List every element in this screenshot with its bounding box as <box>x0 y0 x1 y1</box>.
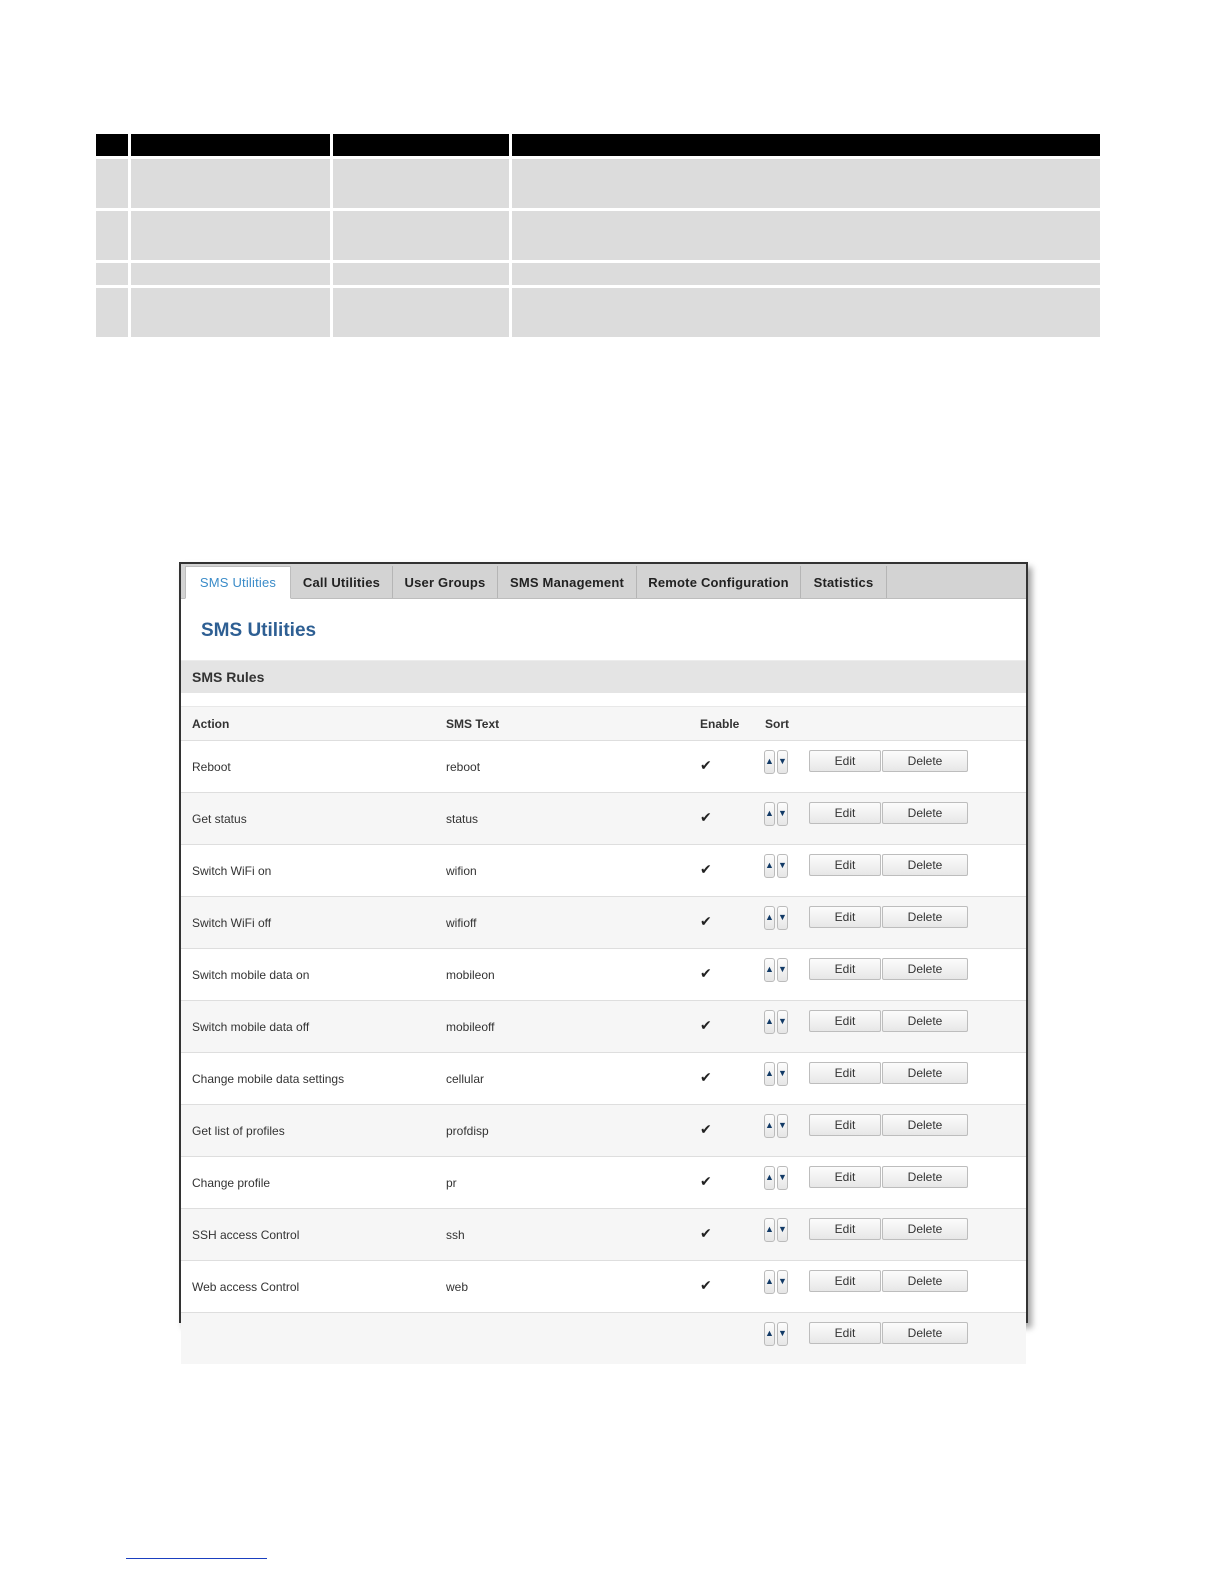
column-header-sort: Sort <box>765 717 789 731</box>
rule-sms-text: wifioff <box>446 916 477 930</box>
doc-cell <box>131 288 330 337</box>
delete-button[interactable]: Delete <box>882 750 968 772</box>
page-title: SMS Utilities <box>201 620 317 641</box>
rule-sms-text: web <box>446 1280 469 1294</box>
doc-cell <box>512 288 1100 337</box>
check-icon[interactable]: ✔ <box>700 809 712 825</box>
arrow-up-icon[interactable]: ▲ <box>764 1322 775 1346</box>
arrow-up-icon[interactable]: ▲ <box>764 958 775 982</box>
table-row <box>181 1312 1026 1364</box>
doc-cell <box>131 263 330 285</box>
doc-header-cell <box>512 134 1100 156</box>
rule-action: Get status <box>192 812 247 826</box>
rule-action: SSH access Control <box>192 1228 300 1242</box>
arrow-up-icon[interactable]: ▲ <box>764 906 775 930</box>
column-header-sms-text: SMS Text <box>446 717 500 731</box>
document-table-header <box>96 134 1100 156</box>
rule-sms-text: cellular <box>446 1072 485 1086</box>
edit-button[interactable]: Edit <box>809 1322 881 1344</box>
edit-button[interactable]: Edit <box>809 1114 881 1136</box>
arrow-up-icon[interactable]: ▲ <box>764 1114 775 1138</box>
delete-button[interactable]: Delete <box>882 958 968 980</box>
check-icon[interactable]: ✔ <box>700 1017 712 1033</box>
arrow-down-icon[interactable]: ▼ <box>777 958 788 982</box>
edit-button[interactable]: Edit <box>809 1062 881 1084</box>
rule-sms-text: ssh <box>446 1228 465 1242</box>
delete-button[interactable]: Delete <box>882 1166 968 1188</box>
rule-sms-text: wifion <box>446 864 477 878</box>
table-row <box>181 1052 1026 1104</box>
table-row <box>181 1260 1026 1312</box>
rule-sms-text: profdisp <box>446 1124 489 1138</box>
rule-action: Change profile <box>192 1176 271 1190</box>
arrow-down-icon[interactable]: ▼ <box>777 1114 788 1138</box>
footer-link-underline[interactable] <box>126 1558 267 1559</box>
delete-button[interactable]: Delete <box>882 854 968 876</box>
arrow-down-icon[interactable]: ▼ <box>777 1166 788 1190</box>
doc-table-row <box>96 263 1100 285</box>
edit-button[interactable]: Edit <box>809 802 881 824</box>
rule-action: Reboot <box>192 760 231 774</box>
rule-action: Get list of profiles <box>192 1124 285 1138</box>
tab-remote-configuration[interactable]: Remote Configuration <box>637 566 801 598</box>
rule-action: Change mobile data settings <box>192 1072 345 1086</box>
sms-utilities-screenshot <box>179 562 1028 1340</box>
delete-button[interactable]: Delete <box>882 1010 968 1032</box>
arrow-down-icon[interactable]: ▼ <box>777 906 788 930</box>
check-icon[interactable]: ✔ <box>700 757 712 773</box>
table-row <box>181 1156 1026 1208</box>
arrow-down-icon[interactable]: ▼ <box>777 1218 788 1242</box>
doc-cell <box>512 211 1100 260</box>
doc-cell <box>131 211 330 260</box>
doc-header-cell <box>333 134 509 156</box>
rule-action: Switch mobile data on <box>192 968 310 982</box>
doc-cell <box>333 211 509 260</box>
check-icon[interactable]: ✔ <box>700 1225 712 1241</box>
rule-sms-text: mobileoff <box>446 1020 495 1034</box>
table-row <box>181 896 1026 948</box>
arrow-down-icon[interactable]: ▼ <box>777 802 788 826</box>
tab-call-utilities[interactable]: Call Utilities <box>291 566 393 598</box>
doc-cell <box>333 159 509 208</box>
arrow-down-icon[interactable]: ▼ <box>777 1062 788 1086</box>
table-row <box>181 1000 1026 1052</box>
rules-table-header <box>181 706 1026 741</box>
arrow-down-icon[interactable]: ▼ <box>777 854 788 878</box>
rules-table-body <box>181 740 1026 1364</box>
rule-action: Switch WiFi off <box>192 916 272 930</box>
arrow-down-icon[interactable]: ▼ <box>777 1010 788 1034</box>
edit-button[interactable]: Edit <box>809 750 881 772</box>
tab-user-groups[interactable]: User Groups <box>393 566 498 598</box>
check-icon[interactable]: ✔ <box>700 913 712 929</box>
doc-table-row <box>96 159 1100 208</box>
edit-button[interactable]: Edit <box>809 1270 881 1292</box>
delete-button[interactable]: Delete <box>882 1322 968 1344</box>
arrow-down-icon[interactable]: ▼ <box>777 750 788 774</box>
tab-bar <box>181 564 1026 599</box>
table-row <box>181 1104 1026 1156</box>
document-table <box>93 131 1103 340</box>
delete-button[interactable]: Delete <box>882 906 968 928</box>
arrow-up-icon[interactable]: ▲ <box>764 1218 775 1242</box>
table-row <box>181 948 1026 1000</box>
doc-table-row <box>96 211 1100 260</box>
delete-button[interactable]: Delete <box>882 1114 968 1136</box>
edit-button[interactable]: Edit <box>809 854 881 876</box>
check-icon[interactable]: ✔ <box>700 965 712 981</box>
doc-cell <box>512 159 1100 208</box>
arrow-up-icon[interactable]: ▲ <box>764 1010 775 1034</box>
rule-action: Switch WiFi on <box>192 864 272 878</box>
arrow-down-icon[interactable]: ▼ <box>777 1322 788 1346</box>
check-icon[interactable]: ✔ <box>700 1121 712 1137</box>
tab-sms-utilities[interactable]: SMS Utilities <box>185 566 291 599</box>
arrow-down-icon[interactable]: ▼ <box>777 1270 788 1294</box>
table-row <box>181 792 1026 844</box>
edit-button[interactable]: Edit <box>809 1010 881 1032</box>
delete-button[interactable]: Delete <box>882 1218 968 1240</box>
doc-table-row <box>96 288 1100 337</box>
doc-header-cell <box>131 134 330 156</box>
doc-cell <box>96 211 128 260</box>
arrow-up-icon[interactable]: ▲ <box>764 802 775 826</box>
edit-button[interactable]: Edit <box>809 958 881 980</box>
rule-sms-text: status <box>446 812 479 826</box>
rule-sms-text: reboot <box>446 760 481 774</box>
doc-cell <box>131 159 330 208</box>
arrow-up-icon[interactable]: ▲ <box>764 1166 775 1190</box>
doc-cell <box>96 159 128 208</box>
doc-cell <box>333 288 509 337</box>
delete-button[interactable]: Delete <box>882 802 968 824</box>
doc-cell <box>96 263 128 285</box>
edit-button[interactable]: Edit <box>809 906 881 928</box>
tab-statistics[interactable]: Statistics <box>801 566 887 598</box>
check-icon[interactable]: ✔ <box>700 1277 712 1293</box>
rule-sms-text: pr <box>446 1176 457 1190</box>
doc-cell <box>333 263 509 285</box>
check-icon[interactable]: ✔ <box>700 861 712 877</box>
delete-button[interactable]: Delete <box>882 1062 968 1084</box>
column-header-enable: Enable <box>700 717 740 731</box>
table-row <box>181 740 1026 792</box>
arrow-up-icon[interactable]: ▲ <box>764 750 775 774</box>
rule-action: Switch mobile data off <box>192 1020 310 1034</box>
edit-button[interactable]: Edit <box>809 1218 881 1240</box>
arrow-up-icon[interactable]: ▲ <box>764 1270 775 1294</box>
edit-button[interactable]: Edit <box>809 1166 881 1188</box>
table-row <box>181 1208 1026 1260</box>
doc-header-cell <box>96 134 128 156</box>
doc-cell <box>512 263 1100 285</box>
section-title: SMS Rules <box>181 660 1026 693</box>
rule-action: Web access Control <box>192 1280 300 1294</box>
check-icon[interactable]: ✔ <box>700 1069 712 1085</box>
arrow-up-icon[interactable]: ▲ <box>764 854 775 878</box>
rule-sms-text: mobileon <box>446 968 495 982</box>
check-icon[interactable]: ✔ <box>700 1173 712 1189</box>
arrow-up-icon[interactable]: ▲ <box>764 1062 775 1086</box>
doc-cell <box>96 288 128 337</box>
table-row <box>181 844 1026 896</box>
delete-button[interactable]: Delete <box>882 1270 968 1292</box>
tab-sms-management[interactable]: SMS Management <box>498 566 637 598</box>
column-header-action: Action <box>192 717 230 731</box>
